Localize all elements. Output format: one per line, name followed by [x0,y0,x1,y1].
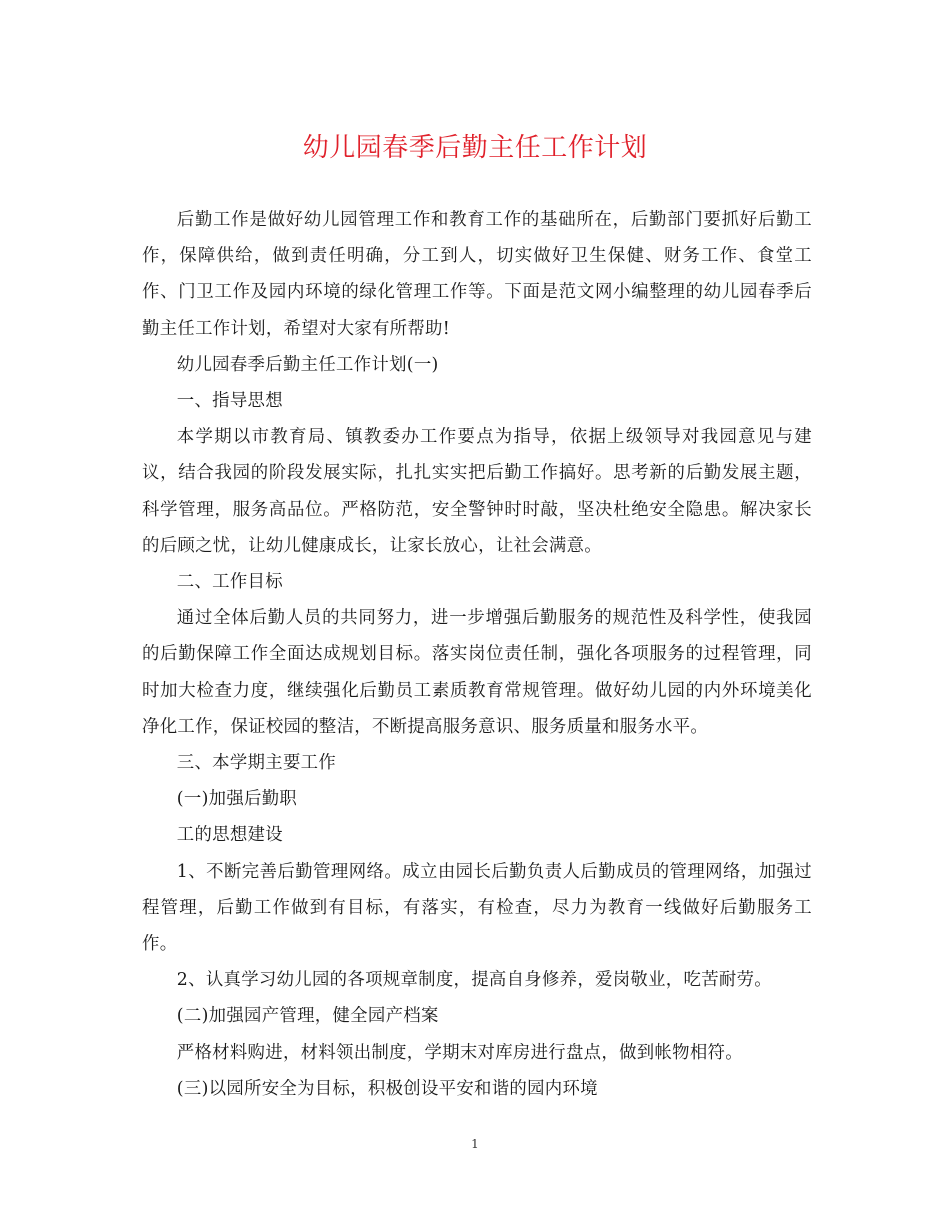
list-item-1: 1、不断完善后勤管理网络。成立由园长后勤负责人后勤成员的管理网络，加强过程管理，后勤工作做到有目标，有落实，有检查，尽力为教育一线做好后勤服务工作。 [142,861,812,955]
document-title: 幼儿园春季后勤主任工作计划 [302,133,648,163]
subsection-heading-3: (三)以园所安全为目标，积极创设平安和谐的园内环境 [176,1078,598,1099]
document-body [142,202,812,1107]
plan-subtitle: 幼儿园春季后勤主任工作计划(一) [176,354,439,375]
list-item-2: 2、认真学习幼儿园的各项规章制度，提高自身修养，爱岗敬业，吃苦耐劳。 [176,970,772,991]
section-heading-main-work: 三、本学期主要工作 [176,753,337,774]
section-heading-work-goals: 二、工作目标 [176,572,283,593]
page-number: 1 [471,1137,479,1151]
subsection-heading-1-part-b: 工的思想建设 [176,825,283,846]
intro-paragraph: 后勤工作是做好幼儿园管理工作和教育工作的基础所在，后勤部门要抓好后勤工作，保障供给，做到责任明确，分工到人，切实做好卫生保健、财务工作、食堂工作、门卫工作及园内环境的绿化管理工作等。下面是范文网小编整理的幼儿园春季后勤主任工作计划，希望对大家有所帮助! [142,210,812,339]
subsection-heading-1-part-a: (一)加强后勤职 [176,789,298,810]
work-goals-paragraph: 通过全体后勤人员的共同努力，进一步增强后勤服务的规范性及科学性，使我园的后勤保障工作全面达成规划目标。落实岗位责任制，强化各项服务的过程管理，同时加大检查力度，继续强化后勤员工素质教育常规管理。做好幼儿园的内外环境美化净化工作，保证校园的整洁，不断提高服务意识、服务质量和服务水平。 [142,608,812,737]
section-heading-guiding-thought: 一、指导思想 [176,391,283,412]
subsection-2-paragraph: 严格材料购进，材料领出制度，学期末对库房进行盘点，做到帐物相符。 [176,1042,743,1063]
subsection-heading-2: (二)加强园产管理，健全园产档案 [176,1006,439,1027]
guiding-thought-paragraph: 本学期以市教育局、镇教委办工作要点为指导，依据上级领导对我园意见与建议，结合我园的阶段发展实际，扎扎实实把后勤工作搞好。思考新的后勤发展主题，科学管理，服务高品位。严格防范，安全警钟时时敲，坚决杜绝安全隐患。解决家长的后顾之忧，让幼儿健康成长，让家长放心，让社会满意。 [142,427,812,556]
